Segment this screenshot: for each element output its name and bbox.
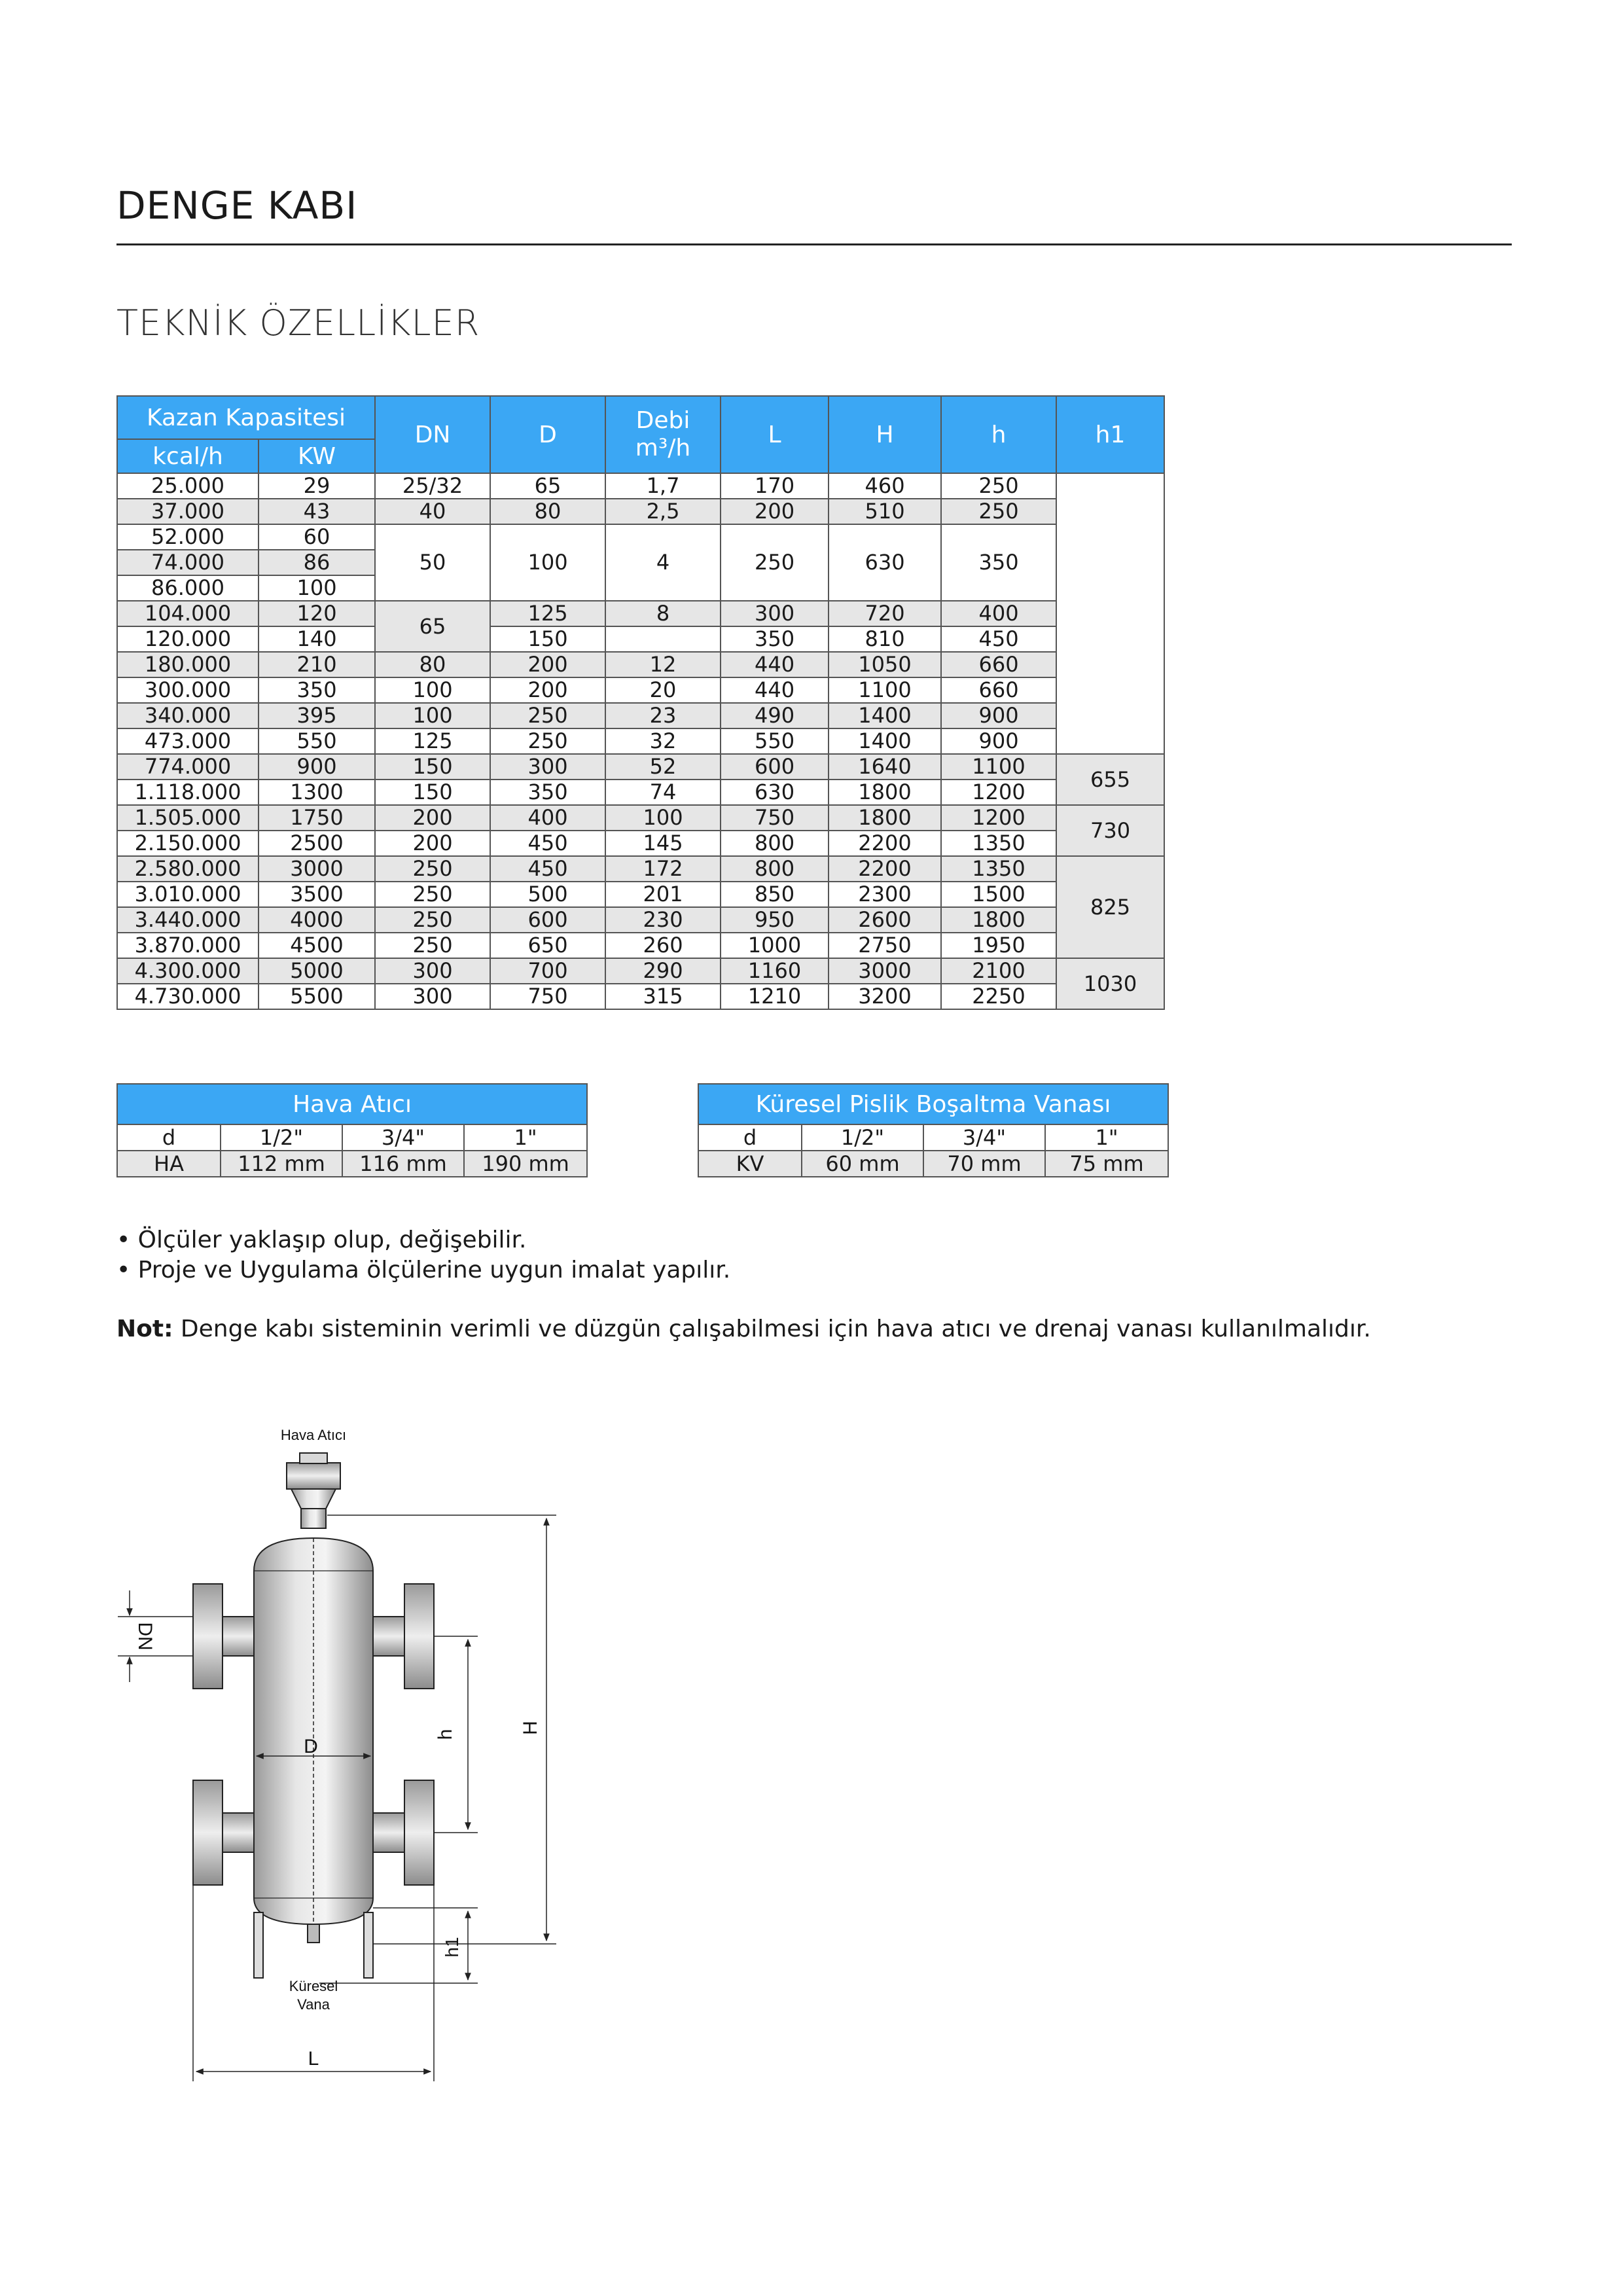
cell-debi: 260 — [605, 933, 721, 958]
kuresel-vana-title: Küresel Pislik Boşaltma Vanası — [698, 1084, 1168, 1124]
cell-kcal: 52.000 — [117, 524, 259, 550]
cell-l: 170 — [721, 473, 829, 499]
kv-cell: KV — [698, 1151, 802, 1177]
cell-d: 450 — [490, 831, 605, 856]
table-row — [117, 652, 1164, 677]
cell-debi: 32 — [605, 728, 721, 754]
cell-kw: 60 — [259, 524, 375, 550]
cell-kcal: 104.000 — [117, 601, 259, 626]
cell-dn: 200 — [375, 831, 490, 856]
cell-l: 950 — [721, 907, 829, 933]
hava-cell: 112 mm — [221, 1151, 342, 1177]
cell-d: 300 — [490, 754, 605, 780]
header-debi-line2: m³/h — [635, 435, 691, 461]
cell-debi: 2,5 — [605, 499, 721, 524]
cell-debi — [605, 626, 721, 652]
table-row — [117, 626, 1164, 652]
cell-h1: 825 — [1056, 856, 1164, 958]
cell-dn: 125 — [375, 728, 490, 754]
nozzle-right-top — [373, 1617, 404, 1656]
cell-l: 750 — [721, 805, 829, 831]
cell-H: 1100 — [829, 677, 941, 703]
cell-d: 65 — [490, 473, 605, 499]
note-text: Denge kabı sisteminin verimli ve düzgün çalışabilmesi için hava atıcı ve drenaj vanası kullanılmalıdır. — [173, 1316, 1371, 1342]
cell-dn: 300 — [375, 984, 490, 1009]
cell-kw: 4500 — [259, 933, 375, 958]
label-h: h — [435, 1729, 456, 1740]
cell-H: 2200 — [829, 856, 941, 882]
notes-list — [116, 1225, 730, 1285]
cell-dn: 100 — [375, 677, 490, 703]
cell-kcal: 3.010.000 — [117, 882, 259, 907]
cell-kcal: 473.000 — [117, 728, 259, 754]
cell-l: 1210 — [721, 984, 829, 1009]
cell-d: 450 — [490, 856, 605, 882]
hava-cell: 116 mm — [342, 1151, 464, 1177]
header-dn: DN — [375, 396, 490, 473]
hava-cell: 3/4" — [342, 1124, 464, 1151]
cell-d: 125 — [490, 601, 605, 626]
cell-dn: 100 — [375, 703, 490, 728]
table-row — [117, 703, 1164, 728]
cell-debi: 4 — [605, 524, 721, 601]
table-row — [117, 805, 1164, 831]
header-kcal: kcal/h — [117, 439, 259, 473]
table-row — [117, 780, 1164, 805]
cell-l: 1000 — [721, 933, 829, 958]
kv-cell: 1/2" — [802, 1124, 923, 1151]
cell-dn: 25/32 — [375, 473, 490, 499]
cell-l: 200 — [721, 499, 829, 524]
table-row — [117, 984, 1164, 1009]
cell-kw: 3500 — [259, 882, 375, 907]
cell-kcal: 4.300.000 — [117, 958, 259, 984]
cell-kcal: 25.000 — [117, 473, 259, 499]
title-divider — [116, 243, 1512, 245]
cell-dn: 300 — [375, 958, 490, 984]
cell-debi: 23 — [605, 703, 721, 728]
cell-kw: 395 — [259, 703, 375, 728]
hava-cell: 1/2" — [221, 1124, 342, 1151]
section-subtitle: TEKNİK ÖZELLİKLER — [116, 302, 480, 344]
table-row — [117, 677, 1164, 703]
cell-h: 350 — [941, 524, 1056, 601]
cell-kcal: 4.730.000 — [117, 984, 259, 1009]
hava-cell: d — [117, 1124, 221, 1151]
table-row — [117, 831, 1164, 856]
cell-debi: 8 — [605, 601, 721, 626]
cell-dn: 65 — [375, 601, 490, 652]
cell-l: 600 — [721, 754, 829, 780]
kv-cell: 70 mm — [923, 1151, 1045, 1177]
cell-dn: 150 — [375, 780, 490, 805]
cell-kcal: 86.000 — [117, 575, 259, 601]
cell-kcal: 3.870.000 — [117, 933, 259, 958]
cell-d: 750 — [490, 984, 605, 1009]
hava-atici-table — [116, 1083, 588, 1177]
cell-H: 1640 — [829, 754, 941, 780]
cell-debi: 52 — [605, 754, 721, 780]
cell-dn: 250 — [375, 882, 490, 907]
header-debi — [605, 396, 721, 473]
cell-dn: 200 — [375, 805, 490, 831]
cell-H: 510 — [829, 499, 941, 524]
table-row — [117, 499, 1164, 524]
cell-debi: 1,7 — [605, 473, 721, 499]
cell-H: 3000 — [829, 958, 941, 984]
page-title: DENGE KABI — [116, 183, 358, 228]
hava-atici-title: Hava Atıcı — [117, 1084, 587, 1124]
cell-H: 2750 — [829, 933, 941, 958]
table-row — [117, 601, 1164, 626]
table-row — [117, 907, 1164, 933]
cell-h: 2250 — [941, 984, 1056, 1009]
kv-cell: 3/4" — [923, 1124, 1045, 1151]
cell-kcal: 3.440.000 — [117, 907, 259, 933]
cell-H: 2600 — [829, 907, 941, 933]
air-vent-nipple — [301, 1509, 326, 1528]
cell-kw: 29 — [259, 473, 375, 499]
flange-right-bottom — [404, 1780, 434, 1885]
table-row — [117, 958, 1164, 984]
cell-H: 2300 — [829, 882, 941, 907]
cell-h: 1350 — [941, 831, 1056, 856]
table-row — [117, 933, 1164, 958]
cell-debi: 145 — [605, 831, 721, 856]
cell-kcal: 37.000 — [117, 499, 259, 524]
cell-kcal: 1.118.000 — [117, 780, 259, 805]
leg-right — [364, 1912, 373, 1978]
cell-h: 1350 — [941, 856, 1056, 882]
cell-d: 650 — [490, 933, 605, 958]
cell-l: 490 — [721, 703, 829, 728]
cell-debi: 172 — [605, 856, 721, 882]
kv-cell: d — [698, 1124, 802, 1151]
cell-kcal: 2.150.000 — [117, 831, 259, 856]
hava-cell: 190 mm — [464, 1151, 587, 1177]
label-d: D — [304, 1736, 318, 1757]
cell-H: 460 — [829, 473, 941, 499]
cell-d: 400 — [490, 805, 605, 831]
cell-kw: 86 — [259, 550, 375, 575]
cell-d: 80 — [490, 499, 605, 524]
cell-l: 800 — [721, 831, 829, 856]
cell-dn: 80 — [375, 652, 490, 677]
cell-kw: 5500 — [259, 984, 375, 1009]
flange-left-top — [193, 1584, 223, 1689]
table-row — [117, 524, 1164, 550]
label-hava-atici: Hava Atıcı — [280, 1427, 347, 1443]
hava-cell: 1" — [464, 1124, 587, 1151]
cell-d: 150 — [490, 626, 605, 652]
kv-cell: 75 mm — [1045, 1151, 1168, 1177]
cell-debi: 315 — [605, 984, 721, 1009]
cell-l: 630 — [721, 780, 829, 805]
cell-d: 500 — [490, 882, 605, 907]
cell-l: 250 — [721, 524, 829, 601]
cell-l: 550 — [721, 728, 829, 754]
note-label: Not: — [116, 1316, 173, 1342]
cell-kw: 140 — [259, 626, 375, 652]
label-valve-line1: Küresel — [289, 1978, 338, 1994]
cell-l: 300 — [721, 601, 829, 626]
cell-kw: 2500 — [259, 831, 375, 856]
cell-H: 2200 — [829, 831, 941, 856]
cell-h: 660 — [941, 652, 1056, 677]
header-H: H — [829, 396, 941, 473]
table-row — [117, 473, 1164, 499]
table-row — [117, 856, 1164, 882]
label-dn: DN — [134, 1622, 156, 1651]
cell-h: 1100 — [941, 754, 1056, 780]
cell-debi: 74 — [605, 780, 721, 805]
spec-table — [116, 395, 1165, 1010]
label-H: H — [520, 1721, 541, 1735]
flange-right-top — [404, 1584, 434, 1689]
cell-kw: 120 — [259, 601, 375, 626]
cell-H: 1800 — [829, 780, 941, 805]
header-l: L — [721, 396, 829, 473]
header-kazan-kapasitesi: Kazan Kapasitesi — [117, 396, 375, 439]
cell-kw: 350 — [259, 677, 375, 703]
important-note — [116, 1316, 1371, 1342]
cell-kw: 210 — [259, 652, 375, 677]
cell-d: 350 — [490, 780, 605, 805]
cell-h: 400 — [941, 601, 1056, 626]
cell-h: 1200 — [941, 780, 1056, 805]
cell-l: 850 — [721, 882, 829, 907]
cell-kcal: 120.000 — [117, 626, 259, 652]
cell-dn: 40 — [375, 499, 490, 524]
cell-h1: 1030 — [1056, 958, 1164, 1009]
cell-kw: 100 — [259, 575, 375, 601]
cell-h: 450 — [941, 626, 1056, 652]
air-vent-body — [287, 1463, 340, 1489]
cell-d: 200 — [490, 652, 605, 677]
table-row — [117, 728, 1164, 754]
cell-l: 350 — [721, 626, 829, 652]
cell-h: 900 — [941, 728, 1056, 754]
cell-d: 250 — [490, 728, 605, 754]
cell-H: 810 — [829, 626, 941, 652]
label-valve-line2: Vana — [297, 1996, 330, 2013]
cell-h: 250 — [941, 499, 1056, 524]
header-h: h — [941, 396, 1056, 473]
label-L: L — [308, 2048, 319, 2070]
cell-debi: 20 — [605, 677, 721, 703]
cell-h: 1500 — [941, 882, 1056, 907]
cell-h: 1200 — [941, 805, 1056, 831]
cell-dn: 50 — [375, 524, 490, 601]
cell-H: 1800 — [829, 805, 941, 831]
kv-cell: 60 mm — [802, 1151, 923, 1177]
nozzle-left-bottom — [223, 1813, 254, 1852]
flange-left-bottom — [193, 1780, 223, 1885]
cell-h: 900 — [941, 703, 1056, 728]
header-debi-line1: Debi — [635, 407, 690, 434]
kuresel-vana-table — [698, 1083, 1169, 1177]
cell-l: 800 — [721, 856, 829, 882]
cell-H: 1050 — [829, 652, 941, 677]
cell-d: 700 — [490, 958, 605, 984]
cell-dn: 250 — [375, 933, 490, 958]
cell-l: 1160 — [721, 958, 829, 984]
cell-kw: 4000 — [259, 907, 375, 933]
nozzle-right-bottom — [373, 1813, 404, 1852]
leg-left — [254, 1912, 263, 1978]
cell-h1-empty — [1056, 473, 1164, 754]
cell-H: 630 — [829, 524, 941, 601]
cell-d: 200 — [490, 677, 605, 703]
note-bullet: • Proje ve Uygulama ölçülerine uygun imalat yapılır. — [116, 1257, 731, 1283]
cell-h: 660 — [941, 677, 1056, 703]
cell-H: 1400 — [829, 703, 941, 728]
cell-kw: 550 — [259, 728, 375, 754]
cell-debi: 290 — [605, 958, 721, 984]
cell-l: 440 — [721, 677, 829, 703]
header-kw: KW — [259, 439, 375, 473]
cell-debi: 230 — [605, 907, 721, 933]
cell-h: 1800 — [941, 907, 1056, 933]
cell-dn: 250 — [375, 907, 490, 933]
cell-kcal: 180.000 — [117, 652, 259, 677]
header-d: D — [490, 396, 605, 473]
cell-kcal: 74.000 — [117, 550, 259, 575]
cell-h1: 730 — [1056, 805, 1164, 856]
cell-kw: 1750 — [259, 805, 375, 831]
cell-kcal: 340.000 — [117, 703, 259, 728]
cell-dn: 150 — [375, 754, 490, 780]
cell-h: 1950 — [941, 933, 1056, 958]
cell-H: 3200 — [829, 984, 941, 1009]
cell-d: 600 — [490, 907, 605, 933]
cell-kw: 1300 — [259, 780, 375, 805]
hava-cell: HA — [117, 1151, 221, 1177]
cell-kw: 5000 — [259, 958, 375, 984]
cell-debi: 100 — [605, 805, 721, 831]
cell-kcal: 1.505.000 — [117, 805, 259, 831]
nozzle-left-top — [223, 1617, 254, 1656]
table-row — [117, 754, 1164, 780]
cell-kw: 3000 — [259, 856, 375, 882]
cell-H: 1400 — [829, 728, 941, 754]
air-vent-cap — [300, 1453, 327, 1463]
cell-l: 440 — [721, 652, 829, 677]
cell-debi: 201 — [605, 882, 721, 907]
label-h1: h1 — [442, 1937, 462, 1958]
note-bullet: • Ölçüler yaklaşıp olup, değişebilir. — [116, 1227, 527, 1253]
cell-H: 720 — [829, 601, 941, 626]
cell-d: 100 — [490, 524, 605, 601]
cell-kcal: 300.000 — [117, 677, 259, 703]
cell-kw: 900 — [259, 754, 375, 780]
cell-kcal: 2.580.000 — [117, 856, 259, 882]
cell-h: 250 — [941, 473, 1056, 499]
drain-valve — [308, 1924, 319, 1943]
cell-dn: 250 — [375, 856, 490, 882]
cell-debi: 12 — [605, 652, 721, 677]
cell-h: 2100 — [941, 958, 1056, 984]
cell-d: 250 — [490, 703, 605, 728]
kv-cell: 1" — [1045, 1124, 1168, 1151]
technical-drawing — [111, 1420, 582, 2114]
cell-kw: 43 — [259, 499, 375, 524]
header-h1: h1 — [1056, 396, 1164, 473]
air-vent-neck — [291, 1489, 336, 1509]
table-row — [117, 882, 1164, 907]
cell-h1: 655 — [1056, 754, 1164, 805]
cell-kcal: 774.000 — [117, 754, 259, 780]
